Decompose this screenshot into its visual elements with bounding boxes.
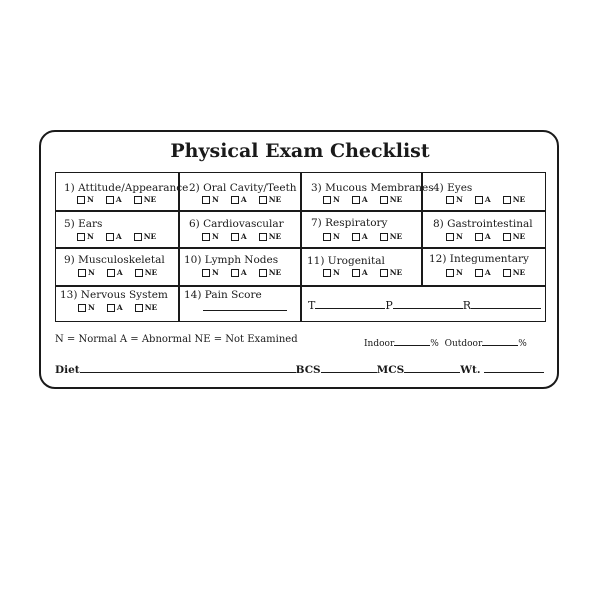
checkbox-ne[interactable] (380, 196, 388, 204)
checkbox-n[interactable] (77, 233, 85, 241)
option-group: N A NE (446, 195, 525, 204)
item-label: 2) Oral Cavity/Teeth (189, 182, 297, 194)
item-label: 5) Ears (64, 218, 103, 230)
item-label: 14) Pain Score (184, 289, 262, 301)
option-group: N A NE (78, 268, 157, 277)
checkbox-ne[interactable] (380, 233, 388, 241)
checkbox-n[interactable] (202, 196, 210, 204)
item-label: 6) Cardiovascular (189, 218, 284, 230)
respiration-field[interactable] (471, 298, 541, 309)
checkbox-n[interactable] (77, 196, 85, 204)
page-title: Physical Exam Checklist (170, 140, 430, 162)
checkbox-ne[interactable] (259, 233, 267, 241)
pulse-field[interactable] (393, 298, 463, 309)
option-group: N A NE (446, 232, 525, 241)
checkbox-ne[interactable] (259, 196, 267, 204)
checkbox-a[interactable] (231, 269, 239, 277)
checkbox-ne[interactable] (380, 269, 388, 277)
item-label: 13) Nervous System (60, 289, 168, 301)
checkbox-n[interactable] (78, 304, 86, 312)
checkbox-n[interactable] (78, 269, 86, 277)
diet-field[interactable] (80, 362, 296, 373)
bottom-row: Diet BCS MCS Wt. (55, 362, 544, 376)
option-group: N A NE (202, 232, 281, 241)
vitals-row: T P R (308, 298, 541, 312)
item-label: 11) Urogenital (307, 255, 385, 267)
item-label: 1) Attitude/Appearance (64, 182, 189, 194)
item-label: 3) Mucous Membranes (311, 182, 434, 194)
checkbox-n[interactable] (323, 269, 331, 277)
checkbox-ne[interactable] (135, 269, 143, 277)
option-group: N A NE (202, 268, 281, 277)
option-group: N A NE (78, 303, 157, 312)
item-label: 9) Musculoskeletal (64, 254, 165, 266)
pain-score-field[interactable] (203, 300, 287, 311)
grid-divider (300, 173, 302, 321)
checkbox-ne[interactable] (259, 269, 267, 277)
grid-divider (178, 173, 180, 321)
checkbox-ne[interactable] (134, 233, 142, 241)
checkbox-a[interactable] (231, 196, 239, 204)
checkbox-n[interactable] (323, 196, 331, 204)
option-group: N A NE (202, 195, 281, 204)
checkbox-ne[interactable] (503, 269, 511, 277)
checkbox-n[interactable] (446, 233, 454, 241)
checkbox-a[interactable] (106, 196, 114, 204)
item-label: 8) Gastrointestinal (433, 218, 533, 230)
checkbox-a[interactable] (475, 269, 483, 277)
checkbox-a[interactable] (352, 269, 360, 277)
checkbox-a[interactable] (352, 196, 360, 204)
outdoor-percent-field[interactable] (482, 335, 518, 346)
checkbox-n[interactable] (446, 196, 454, 204)
checkbox-a[interactable] (107, 304, 115, 312)
weight-field[interactable] (484, 362, 544, 373)
item-label: 4) Eyes (433, 182, 473, 194)
checkbox-ne[interactable] (503, 196, 511, 204)
checkbox-n[interactable] (323, 233, 331, 241)
option-group: N A NE (323, 232, 402, 241)
legend-text: N = Normal A = Abnormal NE = Not Examined (55, 334, 298, 345)
checkbox-n[interactable] (446, 269, 454, 277)
indoor-percent-field[interactable] (394, 335, 430, 346)
checkbox-ne[interactable] (135, 304, 143, 312)
option-group: N A NE (77, 195, 156, 204)
option-group: N A NE (446, 268, 525, 277)
environment-row: Indoor % Outdoor % (364, 335, 527, 349)
checkbox-ne[interactable] (134, 196, 142, 204)
temperature-field[interactable] (315, 298, 385, 309)
checkbox-a[interactable] (352, 233, 360, 241)
option-group: N A NE (77, 232, 156, 241)
item-label: 7) Respiratory (311, 217, 388, 229)
checkbox-a[interactable] (106, 233, 114, 241)
option-group: N A NE (323, 195, 402, 204)
option-group: N A NE (323, 268, 402, 277)
checkbox-a[interactable] (231, 233, 239, 241)
checkbox-n[interactable] (202, 233, 210, 241)
checkbox-n[interactable] (202, 269, 210, 277)
item-label: 10) Lymph Nodes (184, 254, 279, 266)
checkbox-ne[interactable] (503, 233, 511, 241)
checkbox-a[interactable] (475, 233, 483, 241)
item-label: 12) Integumentary (429, 253, 529, 265)
checkbox-a[interactable] (475, 196, 483, 204)
mcs-field[interactable] (404, 362, 460, 373)
bcs-field[interactable] (321, 362, 377, 373)
checkbox-a[interactable] (107, 269, 115, 277)
